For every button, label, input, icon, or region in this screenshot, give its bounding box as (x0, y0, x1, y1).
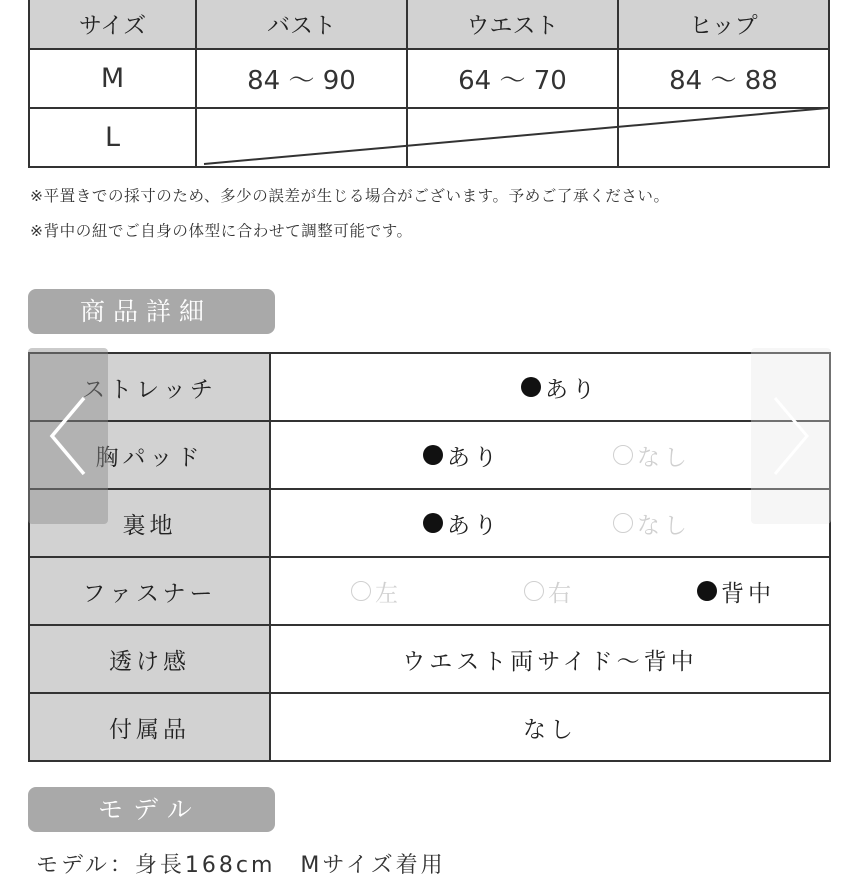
chevron-right-icon (769, 394, 813, 478)
size-l-hip (618, 108, 829, 167)
product-details-heading: 商品詳細 (28, 289, 275, 334)
option-label: なし (637, 512, 691, 539)
hip-header: ヒップ (618, 0, 829, 49)
sheer-value: ウエスト両サイド～背中 (270, 625, 830, 693)
chest-pad-label: 胸パッド (29, 421, 270, 489)
filled-circle-icon (697, 581, 717, 601)
size-l-label: L (29, 108, 196, 167)
table-row (29, 625, 830, 693)
option-label: あり (447, 512, 501, 539)
table-row (29, 353, 830, 421)
chest-pad-yes-option (423, 439, 501, 472)
product-details-table (28, 352, 831, 762)
waist-header: ウエスト (407, 0, 618, 49)
model-heading: モデル (28, 787, 275, 832)
model-info-text: モデル：身長168cm Mサイズ着用 (36, 853, 446, 878)
lining-label: 裏地 (29, 489, 270, 557)
table-row (29, 108, 829, 167)
sheer-label: 透け感 (29, 625, 270, 693)
option-label: あり (545, 376, 599, 403)
stretch-label: ストレッチ (29, 353, 270, 421)
fastener-back-option (697, 575, 775, 608)
accessories-label: 付属品 (29, 693, 270, 761)
table-row (29, 693, 830, 761)
fastener-label: ファスナー (29, 557, 270, 625)
table-row (29, 49, 829, 108)
chest-pad-no-option (613, 439, 691, 472)
carousel-prev-button[interactable] (28, 348, 108, 524)
empty-circle-icon (351, 581, 371, 601)
fastener-right-option (524, 575, 575, 608)
fastener-value (270, 557, 830, 625)
bust-header: バスト (196, 0, 407, 49)
filled-circle-icon (423, 513, 443, 533)
measurement-note: ※平置きでの採寸のため、多少の誤差が生じる場合がございます。予めご了承ください。 (30, 187, 670, 205)
option-label: なし (637, 444, 691, 471)
size-l-bust (196, 108, 407, 167)
filled-circle-icon (521, 377, 541, 397)
table-row (29, 489, 830, 557)
lining-yes-option (423, 507, 501, 540)
table-row (29, 421, 830, 489)
fastener-left-option (351, 575, 402, 608)
empty-circle-icon (524, 581, 544, 601)
lining-no-option (613, 507, 691, 540)
size-m-hip: 84 ～ 88 (618, 49, 829, 108)
stretch-yes-option (521, 371, 599, 404)
size-m-bust: 84 ～ 90 (196, 49, 407, 108)
size-m-waist: 64 ～ 70 (407, 49, 618, 108)
table-row (29, 557, 830, 625)
option-label: 背中 (721, 580, 775, 607)
size-header: サイズ (29, 0, 196, 49)
size-l-waist (407, 108, 618, 167)
chest-pad-value (270, 421, 830, 489)
empty-circle-icon (613, 445, 633, 465)
lining-value (270, 489, 830, 557)
stretch-value (270, 353, 830, 421)
option-label: 左 (375, 580, 402, 607)
chevron-left-icon (46, 394, 90, 478)
size-table (28, 0, 830, 168)
filled-circle-icon (423, 445, 443, 465)
accessories-value: なし (270, 693, 830, 761)
option-label: あり (447, 444, 501, 471)
option-label: 右 (548, 580, 575, 607)
empty-circle-icon (613, 513, 633, 533)
carousel-next-button[interactable] (751, 348, 831, 524)
size-table-header-row (29, 0, 829, 49)
adjustment-note: ※背中の紐でご自身の体型に合わせて調整可能です。 (30, 222, 413, 240)
size-m-label: M (29, 49, 196, 108)
